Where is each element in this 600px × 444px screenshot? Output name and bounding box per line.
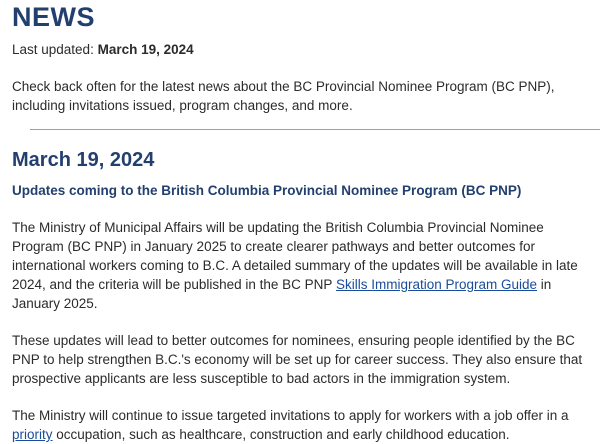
article-date: March 19, 2024 <box>12 149 155 171</box>
paragraph-2: These updates will lead to better outcomes for nominees, ensuring people identified by the BC PNP to help strengthen B.C.'s economy will be set up for career success. They also ensure that prospective applicants are less susceptible to bad actors in the immigration system. <box>12 333 583 386</box>
intro-text: Check back often for the latest news about the BC Provincial Nominee Program (BC PNP), including invitations issued, program changes, and more. <box>12 79 555 113</box>
paragraph-3-text-a: The Ministry will continue to issue targeted invitations to apply for workers with a job offer in a <box>12 408 569 423</box>
section-divider <box>30 129 600 130</box>
article-headline: Updates coming to the British Columbia Provincial Nominee Program (BC PNP) <box>12 183 522 198</box>
paragraph-3 <box>12 406 588 444</box>
paragraph-1-text-b: in January 2025. <box>12 277 552 311</box>
paragraph-1-text-a: The Ministry of Municipal Affairs will be updating the British Columbia Provincial Nominee Program (BC PNP) in January 2025 to create clearer pathways and better outcomes for international workers coming to B.C. A detailed summary of the updates will be available in late 2024, and the criteria will be published in the BC PNP <box>12 220 578 292</box>
page-title: NEWS <box>12 2 95 32</box>
last-updated-date: March 19, 2024 <box>97 42 194 57</box>
paragraph-1 <box>12 218 588 313</box>
skills-immigration-guide-link[interactable]: Skills Immigration Program Guide <box>335 277 538 292</box>
priority-occupation-link[interactable]: priority <box>12 427 53 442</box>
last-updated-label: Last updated: <box>12 42 94 57</box>
last-updated <box>12 41 588 59</box>
paragraph-3-text-b: occupation, such as healthcare, construction and early childhood education. <box>52 427 510 442</box>
